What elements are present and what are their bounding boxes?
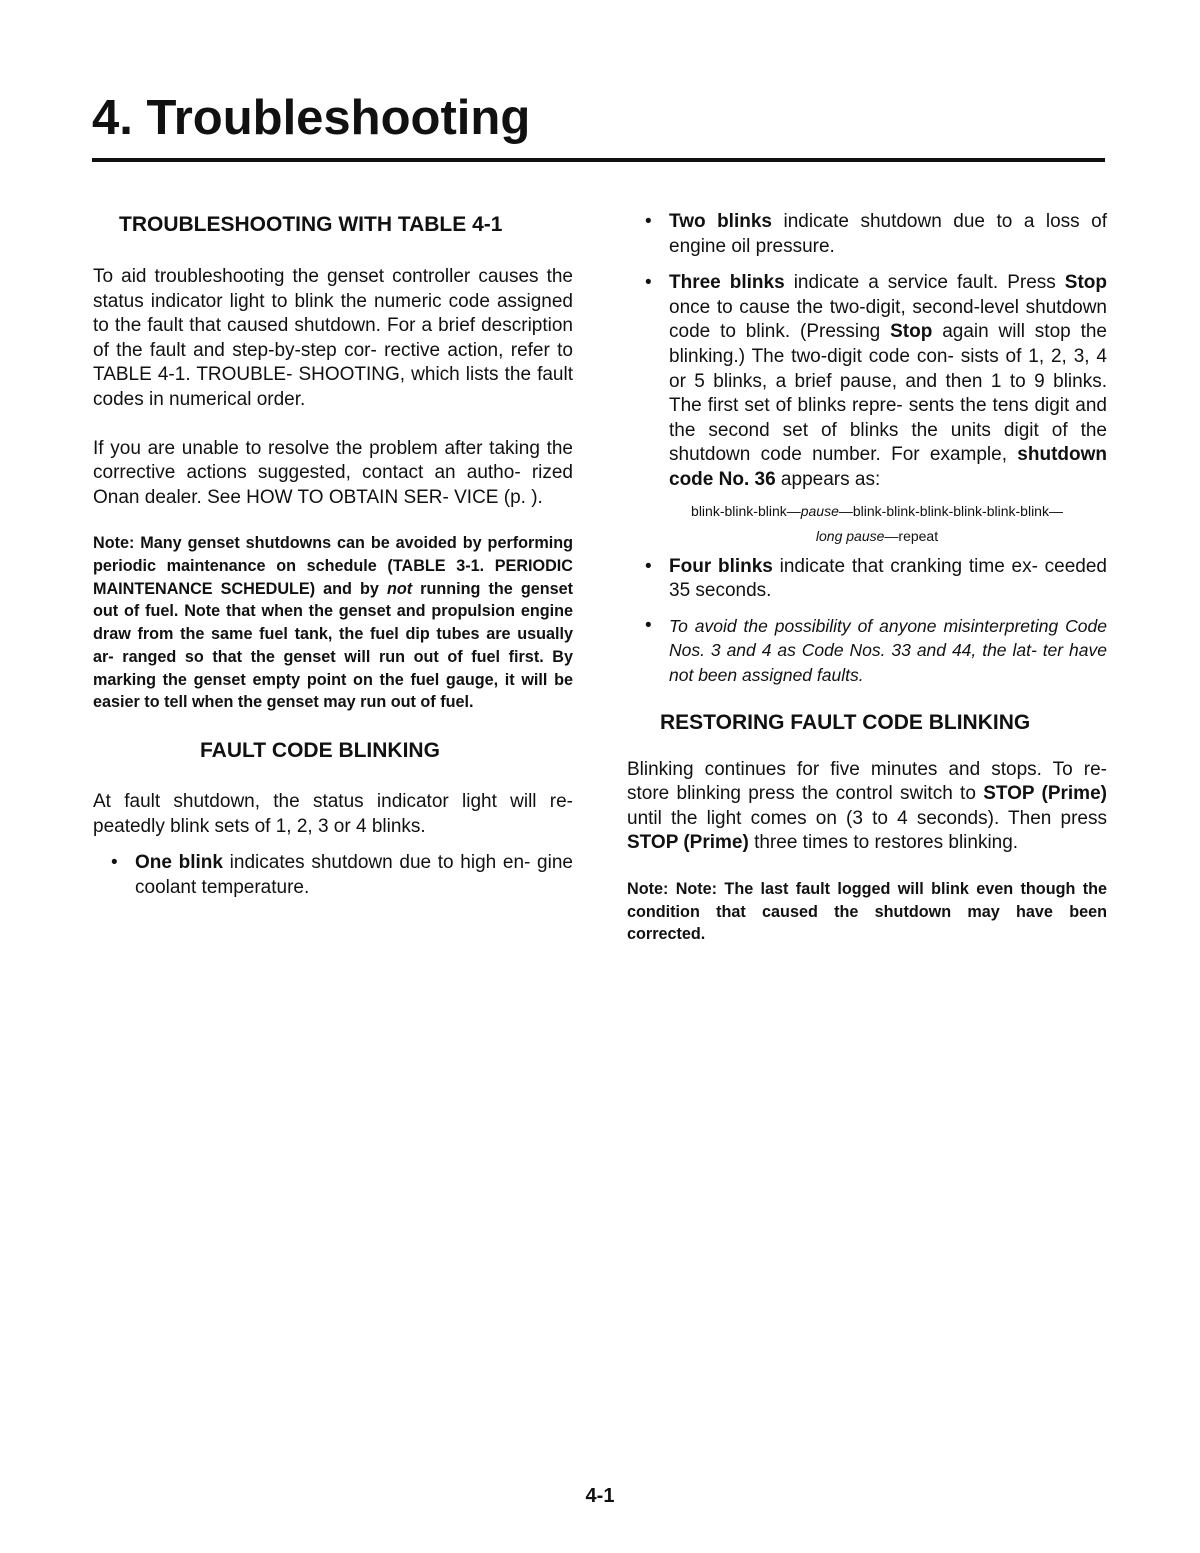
bullet-icon: •: [111, 852, 118, 874]
list-item-misinterpret-note: • To avoid the possibility of anyone misinterpreting Code Nos. 3 and 4 as Code Nos. 33 and 44, the lat- ter have not been assigned faults.: [645, 614, 1107, 685]
blink-pattern-example: blink-blink-blink—pause—blink-blink-blink-blink-blink-blink— long pause—repeat: [691, 502, 1063, 544]
bullet-icon: •: [645, 272, 652, 294]
blink-list-right-2: [627, 555, 1107, 688]
last-fault-note: Note: Note: The last fault logged will blink even though the condition that caused the shutdown may have been corrected.: [627, 879, 1107, 944]
dealer-paragraph: If you are unable to resolve the problem after taking the corrective actions suggested, contact an autho- rized Onan dealer. See HOW TO OBTAIN SER- VICE (p. ).: [93, 437, 573, 508]
right-column: [627, 210, 1107, 946]
section-heading-restoring-blinking: RESTORING FAULT CODE BLINKING: [660, 710, 1031, 734]
fault-shutdown-paragraph: At fault shutdown, the status indicator light will re- peatedly blink sets of 1, 2, 3 or 4 blinks.: [93, 790, 573, 837]
blink-list-left: [93, 851, 573, 900]
intro-paragraph: To aid troubleshooting the genset controller causes the status indicator light to blink the numeric code assigned to the fault that caused shutdown. For a brief description of the fault and step-by-step cor- rective action, refer to TABLE 4-1. TROUBLE- SHOOTING, which lists the fault codes in numerical order.: [93, 266, 573, 410]
list-item-four-blinks: • Four blinks indicate that cranking time ex- ceeded 35 seconds.: [645, 555, 1107, 602]
bullet-icon: •: [645, 211, 652, 232]
section-heading-fault-code-blinking: FAULT CODE BLINKING: [200, 738, 440, 762]
bullet-icon: •: [645, 555, 652, 577]
page-title: 4. Troubleshooting: [92, 91, 531, 145]
list-item-three-blinks: • Three blinks indicate a service fault. Press Stop once to cause the two-digit, second-level shutdown code to blink. (Pressing Stop again will stop the blinking.) The two-digit code con- sists of 1, 2, 3, 4 or 5 blinks, a brief pause, and then 1 to 9 blinks. The first set of blinks repre- sents the tens digit and the second set of blinks the units digit of the shutdown code number. For example, shutdown code No. 36 appears as:: [645, 272, 1108, 490]
list-item-two-blinks: • Two blinks indicate shutdown due to a loss of engine oil pressure.: [645, 211, 1107, 257]
section-heading-troubleshooting-table: TROUBLESHOOTING WITH TABLE 4-1: [119, 213, 503, 236]
restoring-paragraph: Blinking continues for five minutes and stops. To re- store blinking press the control switch to STOP (Prime) until the light comes on (3 to 4 seconds). Then press STOP (Prime) three times to restores blinking.: [627, 758, 1107, 854]
title-rule: [92, 158, 1105, 162]
list-item-one-blink: • One blink indicates shutdown due to high en- gine coolant temperature.: [111, 852, 573, 898]
left-column: [93, 210, 573, 900]
bullet-icon: •: [645, 614, 652, 636]
maintenance-note: Note: Many genset shutdowns can be avoided by performing periodic maintenance on schedule (TABLE 3-1. PERIODIC MAINTENANCE SCHEDULE) and by not running the genset out of fuel. Note that when the genset and propulsion engine draw from the same fuel tank, the fuel dip tubes are usually ar- ranged so that the genset will run out of fuel first. By marking the genset empty point on the fuel gauge, it will be easier to tell when the genset may run out of fuel.: [93, 534, 573, 712]
blink-list-right: [627, 210, 1107, 493]
page-number: 4-1: [585, 1485, 615, 1507]
